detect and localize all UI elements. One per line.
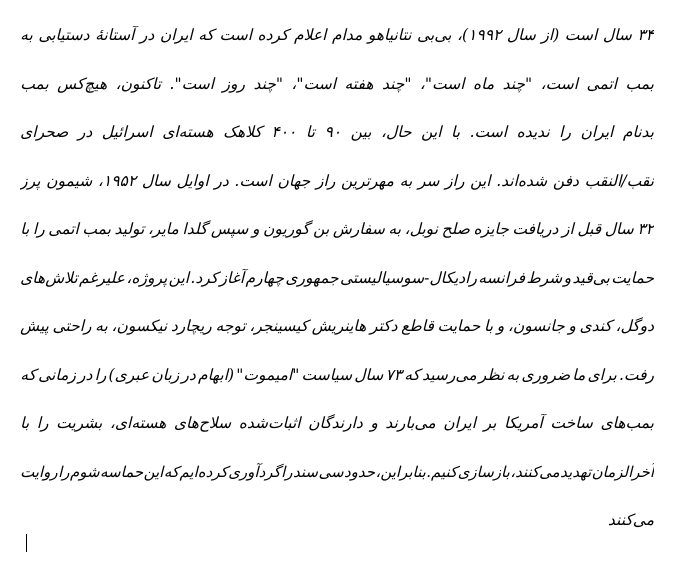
word: می‌رسید [422,365,477,384]
word: و [563,268,572,287]
word: مایر، [147,220,179,238]
document-body [20,26,654,560]
word: جایزه [473,220,509,238]
word: است. [234,171,272,190]
word: این [470,171,491,190]
word: کرده [257,26,289,44]
word: شیمون [46,171,93,190]
word: سند [293,462,318,481]
word: را [36,414,49,432]
word: ایران [443,414,477,432]
word: "امیموت" [236,365,300,384]
word: سر [417,171,440,190]
word: ۳۴ [637,26,654,44]
word: سفارش [332,220,385,238]
text-line [20,317,654,366]
word: ندیده [516,123,550,141]
text-line [20,269,654,318]
word: که [163,462,179,481]
word: علیرغم [79,268,126,287]
word: آستانهٔ [95,26,135,44]
text-line [20,366,654,415]
word: دستیابی [38,26,90,44]
word: پرز [20,171,41,190]
word: دریافت [512,220,559,238]
word: با [20,414,30,432]
word: این [143,462,164,481]
word: در [78,365,93,384]
word: تا [305,123,315,141]
word: ۹۰ [324,123,342,141]
word: جهان [277,171,311,190]
word: هفته [344,74,374,93]
word: نوبل، [404,220,439,238]
word: با [20,220,30,238]
word: دارندگان [308,414,363,432]
word: اسرائیل [101,123,153,141]
word: را [58,462,70,481]
word: به [506,365,520,384]
word: می‌بارند [385,414,436,432]
word: روز [222,74,245,93]
word: گلدا [182,220,208,238]
word: پروژه، [126,268,168,287]
word: کیسینجر، [249,317,309,335]
word: گردآوری [228,462,281,481]
word: بشریت [56,414,103,432]
word: آمریکا [504,414,543,432]
word: کلاهک [223,123,262,141]
word: تاکنون، [115,74,162,93]
word: است". [169,74,215,93]
word: شده‌اند. [496,171,548,190]
word: (ابهام [197,365,235,384]
word: است [564,26,598,44]
word: آغاز [219,268,245,287]
word: که [198,26,214,44]
word: روایت [20,462,58,481]
word: کرده‌ایم [179,462,228,481]
text-line [20,220,654,269]
word: جمهوری [285,268,339,287]
word: بی‌قید [572,268,610,287]
word: تولید [114,220,145,238]
word: راز [445,171,465,190]
word: ضروری [521,365,571,384]
word: در [77,123,93,141]
word: این [421,123,442,141]
word: و [496,317,505,335]
word: سال [141,171,171,190]
word: کرد. [190,268,219,287]
word: می‌کنند، [510,462,560,481]
word: در [181,365,196,384]
word: این [168,268,190,287]
word: ایران [580,123,614,141]
word: سال [604,220,634,238]
word: بر [483,414,497,432]
word: را [281,462,293,481]
word: بدنام [622,123,654,141]
text-line [20,26,654,75]
word: اتمی [586,74,618,93]
word: قبل [577,220,602,238]
text-line [20,172,654,221]
word: ایران [159,26,193,44]
text-line: می‌کنند [607,511,654,529]
word: سال [602,26,632,44]
word: است"، [419,74,465,93]
word: مهرترین [341,171,394,190]
word: رفت. [618,365,654,384]
word: بنابراین، [375,462,426,481]
word: را [94,365,107,384]
word: توجه [215,317,246,335]
word: زبان [151,365,180,384]
word: سی [318,462,344,481]
text-line [20,123,654,172]
word: اوایل [176,171,209,190]
word: بن [313,220,330,238]
word: ۱۹۵۲، [97,171,137,190]
text-line [20,463,654,512]
word: سپس [210,220,249,238]
word: به [95,317,108,335]
word: "چند [502,74,533,93]
word: آخرالزمان [591,462,654,481]
word: کندی [579,317,612,335]
word: و [370,414,378,432]
word: عبری) [108,365,150,384]
word: هسته‌ای [162,123,214,141]
word: فرانسه [478,268,526,287]
word: مدام [331,26,363,44]
word: سلاح‌های [173,414,232,432]
word: است، [540,74,579,93]
word: زمانی [38,365,76,384]
word: "چند [253,74,283,93]
word: بازسازی [457,462,510,481]
word: است"، [291,74,337,93]
word: به [399,171,413,190]
word: به [20,26,33,44]
word: را [559,123,571,141]
word: چهارم [245,268,284,287]
word: صلح [441,220,470,238]
word: دفن [552,171,579,190]
word: دکتر [369,317,398,335]
word: حمایت [611,268,654,287]
word: نتانیاهو [367,26,412,44]
word: صحرای [20,123,69,141]
word: دوگل، [615,317,654,335]
word: ۳۲ [637,220,654,238]
word: اعلام [294,26,327,44]
word: سال [354,365,384,384]
word: را [32,220,45,238]
word: بین [350,123,372,141]
word: (از [541,26,560,44]
word: جانسون، [507,317,565,335]
word: ما [572,365,586,384]
word: اتمی [48,220,79,238]
word: تلاش‌های [20,268,78,287]
word: تهدید [560,462,592,481]
word: بمب [20,74,49,93]
word: سال [506,26,536,44]
word: که [20,365,36,384]
word: ۱۹۹۲)، [456,26,502,44]
word: قاطع [401,317,434,335]
word: سیاست [301,365,353,384]
word: در [139,26,155,44]
word: بمب [625,74,654,93]
word: ۴۰۰ [271,123,297,141]
word: نظر [478,365,505,384]
word: در [214,171,229,190]
word: به [388,220,402,238]
word: حال، [380,123,412,141]
word: نقب/النقب [584,171,654,190]
word: و [568,317,576,335]
word: هسته‌ای، [109,414,167,432]
word: کنیم. [426,462,458,481]
word: بمب [82,220,111,238]
word: پیش [20,317,49,335]
word: شرط [526,268,563,287]
word: بی‌بی [416,26,452,44]
word: گوریون [263,220,310,238]
word: حماسه [100,462,144,481]
word: با [451,123,461,141]
word: حدود [343,462,376,481]
text-cursor [26,534,27,552]
word: شوم [69,462,100,481]
word: ماه [473,74,495,93]
word: هیچ‌کس [57,74,108,93]
text-line [20,75,654,124]
word: اثبات‌شده [238,414,301,432]
word: ۷۳ [385,365,403,384]
word: است. [469,123,508,141]
word: و [251,220,260,238]
word: برای [587,365,617,384]
word: است [219,26,252,44]
word: حمایت [437,317,481,335]
text-line [20,414,654,463]
word: راحتی [52,317,92,335]
word: از [562,220,574,238]
word: با [483,317,494,335]
word: هاینریش [311,317,367,335]
word: رادیکال-سوسیالیستی [339,268,477,287]
word: "چند [381,74,412,93]
word: ساخت [550,414,593,432]
word: نیکسون، [111,317,168,335]
word: ریچارد [170,317,212,335]
word: بمب‌های [600,414,654,432]
word: که [404,365,420,384]
word: راز [316,171,336,190]
